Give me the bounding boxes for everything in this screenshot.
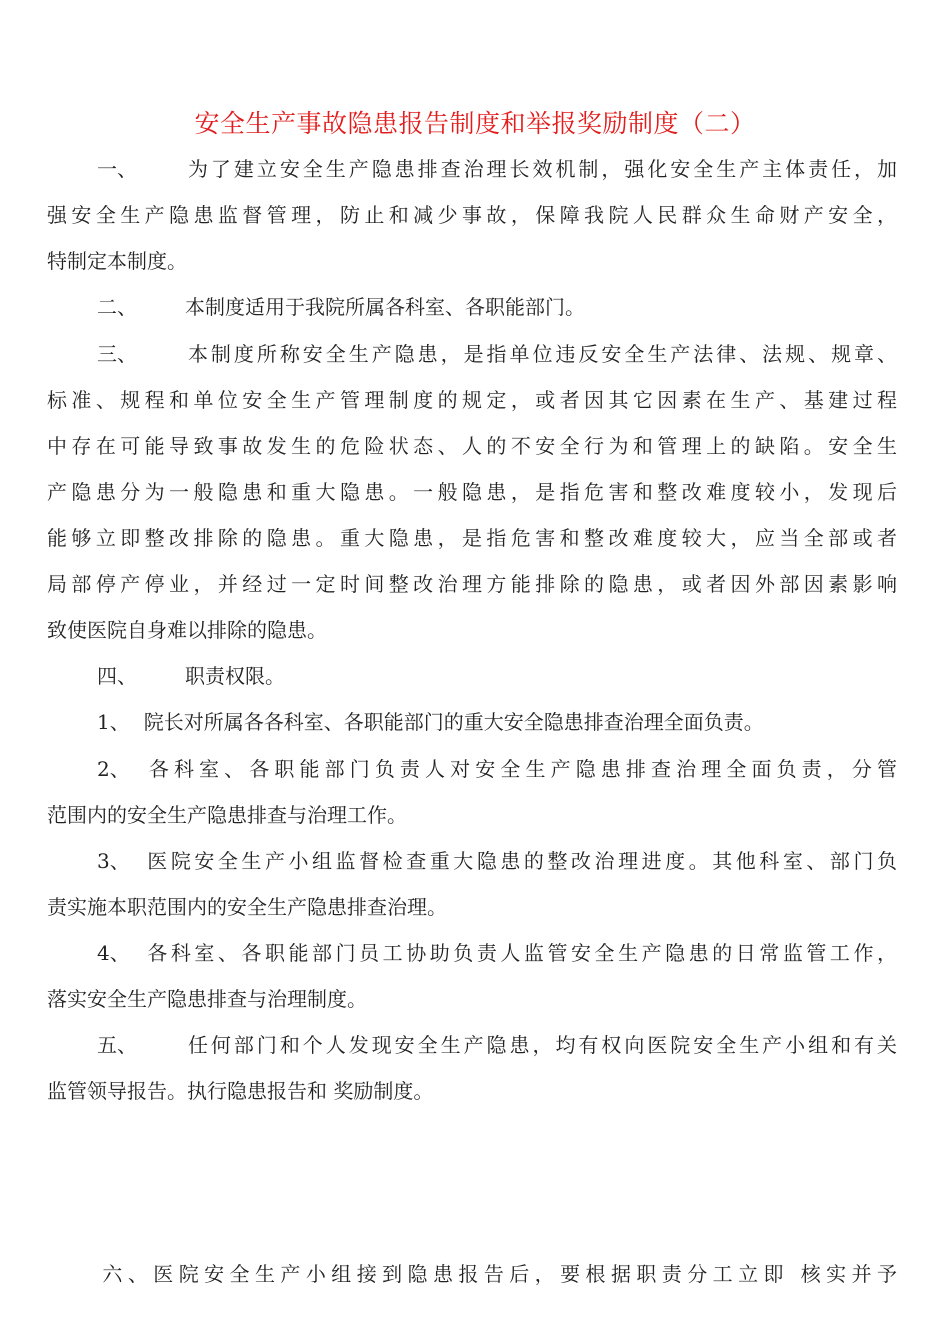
- paragraph-5: [47, 1022, 897, 1114]
- paragraph-line: 各科室、各职能部门负责人对安全生产隐患排查治理全面负责，分管: [143, 757, 897, 781]
- paragraph-line: 能够立即整改排除的隐患。重大隐患，是指危害和整改难度较大，应当全部或者: [47, 526, 897, 550]
- paragraph-line: 职责权限。: [185, 664, 285, 688]
- item-3: [47, 838, 897, 930]
- paragraph-line: 为了建立安全生产隐患排查治理长效机制，强化安全生产主体责任，加: [185, 157, 897, 181]
- paragraph-line: 六、医院安全生产小组接到隐患报告后，要根据职责分工立即 核实并予: [97, 1262, 897, 1286]
- item-2: [47, 746, 897, 838]
- item-4: [47, 930, 897, 1022]
- paragraph-line: 特制定本制度。: [47, 249, 187, 273]
- paragraph-number: 一、: [97, 157, 137, 181]
- paragraph-4: [47, 653, 897, 699]
- paragraph-line: 范围内的安全生产隐患排查与治理工作。: [47, 803, 407, 827]
- paragraph-line: 中存在可能导致事故发生的危险状态、人的不安全行为和管理上的缺陷。安全生: [47, 434, 897, 458]
- paragraph-line: 责实施本职范围内的安全生产隐患排查治理。: [47, 895, 447, 919]
- paragraph-line: 医院安全生产小组监督检查重大隐患的整改治理进度。其他科室、部门负: [143, 849, 897, 873]
- document-title: 安全生产事故隐患报告制度和举报奖励制度（二）: [194, 109, 756, 138]
- paragraph-line: 本制度所称安全生产隐患，是指单位违反安全生产法律、法规、规章、: [185, 342, 897, 366]
- paragraph-2: [47, 284, 897, 330]
- paragraph-line: 任何部门和个人发现安全生产隐患，均有权向医院安全生产小组和有关: [185, 1033, 897, 1057]
- paragraph-1: [47, 146, 897, 284]
- paragraph-line: 产隐患分为一般隐患和重大隐患。一般隐患，是指危害和整改难度较小，发现后: [47, 480, 897, 504]
- paragraph-line: 标准、规程和单位安全生产管理制度的规定，或者因其它因素在生产、基建过程: [47, 388, 897, 412]
- item-number: 3、: [97, 849, 130, 873]
- item-number: 1、: [97, 710, 130, 734]
- paragraph-line: 落实安全生产隐患排查与治理制度。: [47, 987, 367, 1011]
- paragraph-line: 本制度适用于我院所属各科室、各职能部门。: [185, 295, 585, 319]
- paragraph-number: 三、: [97, 342, 137, 366]
- item-number: 4、: [97, 941, 130, 965]
- paragraph-line: 监管领导报告。执行隐患报告和 奖励制度。: [47, 1079, 434, 1103]
- paragraph-line: 局部停产停业，并经过一定时间整改治理方能排除的隐患，或者因外部因素影响: [47, 572, 897, 596]
- paragraph-line: 各科室、各职能部门员工协助负责人监管安全生产隐患的日常监管工作，: [143, 941, 897, 965]
- paragraph-6: [47, 1251, 897, 1297]
- paragraph-3: [47, 331, 897, 653]
- paragraph-number: 五、: [97, 1033, 137, 1057]
- item-number: 2、: [97, 757, 130, 781]
- item-1: [47, 699, 897, 745]
- paragraph-number: 二、: [97, 295, 137, 319]
- paragraph-line: 强安全生产隐患监督管理，防止和减少事故，保障我院人民群众生命财产安全，: [47, 203, 897, 227]
- paragraph-line: 致使医院自身难以排除的隐患。: [47, 618, 327, 642]
- paragraph-number: 四、: [97, 664, 137, 688]
- paragraph-line: 院长对所属各各科室、各职能部门的重大安全隐患排查治理全面负责。: [143, 710, 764, 734]
